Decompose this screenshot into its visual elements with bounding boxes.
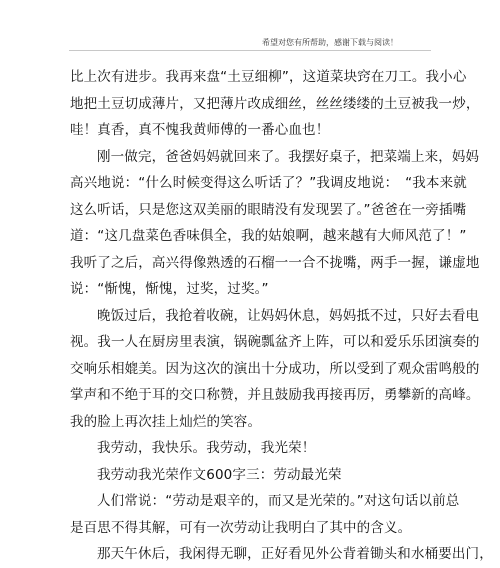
text-line: 视。我一人在厨房里表演，锅碗瓢盆齐上阵，可以和爱乐乐团演奏的 xyxy=(70,334,480,350)
text-line: 我劳动，我快乐。我劳动，我光荣！ xyxy=(97,440,316,456)
section-heading: 我劳动我光荣作文600字三：劳动最光荣 xyxy=(97,466,342,483)
text-line: 地把土豆切成薄片，又把薄片改成细丝，丝丝缕缕的土豆被我一炒， xyxy=(70,95,480,112)
text-line: 说：“惭愧，惭愧，过奖，过奖。” xyxy=(70,281,269,297)
text-line: 掌声和不绝于耳的交口称赞，并且鼓励我再接再厉，勇攀新的高峰。 xyxy=(70,387,480,403)
text-line: 高兴地说：“什么时候变得这么听话了？”我调皮地说： “我本来就 xyxy=(70,175,467,191)
header-divider xyxy=(69,50,431,51)
text-line: 晚饭过后，我抢着收碗，让妈妈休息，妈妈抵不过，只好去看电 xyxy=(97,307,480,324)
text-line: 比上次有进步。我再来盘“土豆细柳”，这道菜块窍在刀工。我小心 xyxy=(70,69,467,85)
text-line: 道：“这几盘菜色香味俱全，我的姑娘啊，越来越有大师风范了！” xyxy=(70,228,467,244)
text-line: 哇！真香，真不愧我黄师傅的一番心血也！ xyxy=(70,122,330,138)
text-line: 刚一做完，爸爸妈妈就回来了。我摆好桌子，把菜端上来，妈妈 xyxy=(97,148,480,165)
text-line: 我听了之后，高兴得像熟透的石榴一一合不拢嘴，两手一握，谦虚地 xyxy=(70,254,480,271)
header-note: 希望对您有所帮助，感谢下载与阅读！ xyxy=(262,38,398,47)
text-line: 是百思不得其解，可有一次劳动让我明白了其中的含义。 xyxy=(70,519,412,536)
document-body xyxy=(70,64,493,568)
text-line: 人们常说：“劳动是艰辛的，而又是光荣的。”对这句话以前总 xyxy=(97,493,460,509)
text-line: 我的脸上再次挂上灿烂的笑容。 xyxy=(70,413,262,430)
text-line: 那天午休后，我闲得无聊，正好看见外公背着锄头和水桶要出门， xyxy=(97,546,493,562)
text-line: 交响乐相媲美。因为这次的演出十分成功，所以受到了观众雷鸣般的 xyxy=(70,360,480,377)
text-line: 这么听话，只是您这双美丽的眼睛没有发现罢了。”爸爸在一旁插嘴 xyxy=(70,201,467,218)
